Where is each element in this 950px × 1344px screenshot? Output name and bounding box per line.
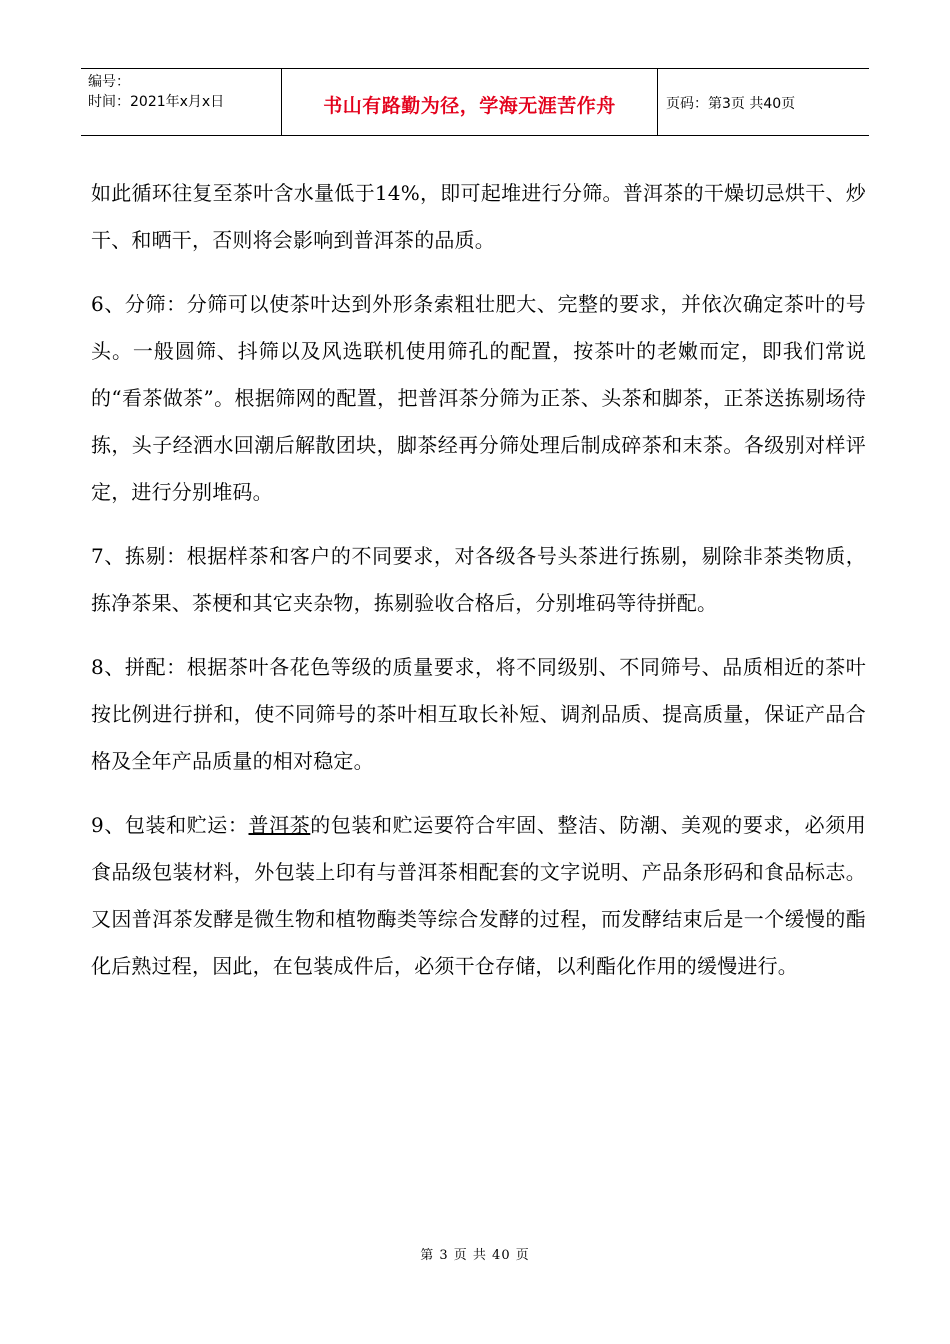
header-page-cell [658, 69, 869, 135]
document-body [91, 170, 866, 990]
packaging-heading: 9、包装和贮运： [91, 813, 249, 837]
paragraph-packaging [91, 802, 866, 990]
header-motto-cell [282, 69, 658, 135]
paragraph-drying: 如此循环往复至茶叶含水量低于14%，即可起堆进行分筛。普洱茶的干燥切忌烘干、炒干、和晒干，否则将会影响到普洱茶的品质。 [91, 181, 866, 252]
header-meta-cell [81, 69, 282, 135]
document-header [81, 68, 869, 136]
header-page-info: 页码：第3页 共40页 [666, 96, 796, 112]
puer-tea-link[interactable]: 普洱茶 [248, 813, 311, 837]
date-label: 时间：2021年x月x日 [88, 94, 225, 110]
paragraph-sieving: 6、分筛：分筛可以使茶叶达到外形条索粗壮肥大、完整的要求，并依次确定茶叶的号头。一般圆筛、抖筛以及风选联机使用筛孔的配置，按茶叶的老嫩而定，即我们常说的“看茶做茶”。根据筛网的配置，把普洱茶分筛为正茶、头茶和脚茶，正茶送拣剔场待拣，头子经洒水回潮后解散团块，脚茶经再分筛处理后制成碎茶和末茶。各级别对样评定，进行分别堆码。 [91, 292, 866, 504]
packaging-text: 的包装和贮运要符合牢固、整洁、防潮、美观的要求，必须用食品级包装材料，外包装上印有与普洱茶相配套的文字说明、产品条形码和食品标志。又因普洱茶发酵是微生物和植物酶类等综合发酵的过程，而发酵结束后是一个缓慢的酯化后熟过程，因此，在包装成件后，必须干仓存储，以利酯化作用的缓慢进行。 [91, 813, 866, 978]
paragraph-sorting: 7、拣剔：根据样茶和客户的不同要求，对各级各号头茶进行拣剔，剔除非茶类物质，拣净茶果、茶梗和其它夹杂物，拣剔验收合格后，分别堆码等待拼配。 [91, 544, 866, 615]
serial-number-label: 编号： [88, 74, 130, 90]
paragraph-blending: 8、拼配：根据茶叶各花色等级的质量要求，将不同级别、不同筛号、品质相近的茶叶按比例进行拼和，使不同筛号的茶叶相互取长补短、调剂品质、提高质量，保证产品合格及全年产品质量的相对稳定。 [91, 655, 866, 773]
page-footer: 第 3 页 共 40 页 [420, 1248, 530, 1263]
header-motto: 书山有路勤为径，学海无涯苦作舟 [323, 94, 616, 117]
